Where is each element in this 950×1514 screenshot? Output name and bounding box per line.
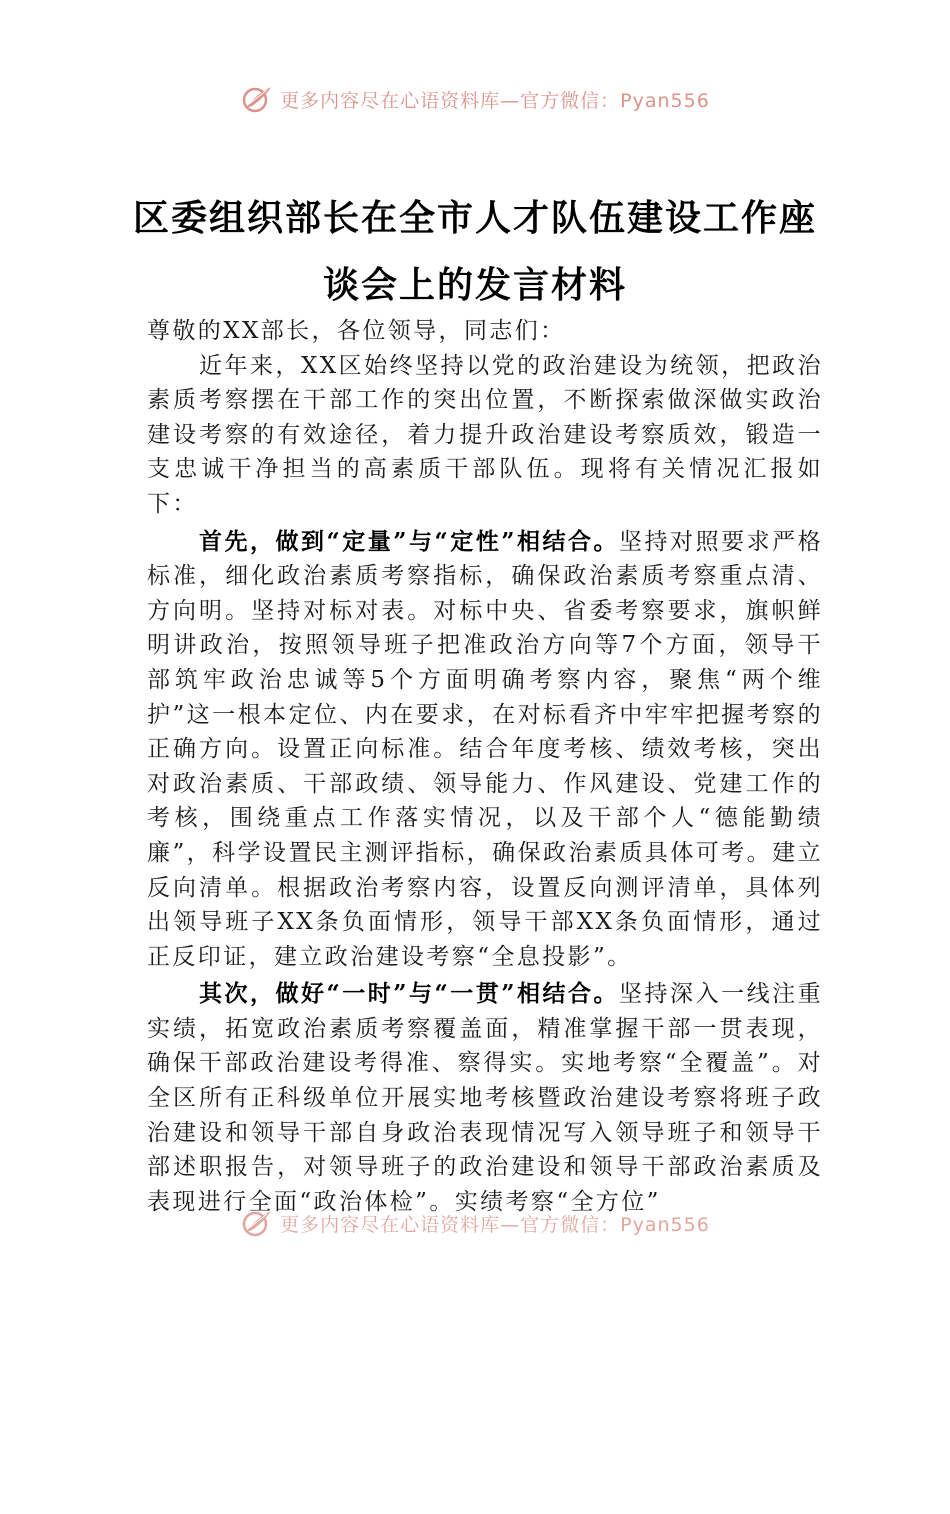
section1-lead: 首先，做到“定量”与“定性”相结合。 xyxy=(199,527,620,555)
watermark-header xyxy=(0,84,950,114)
feather-logo-icon xyxy=(240,84,274,114)
watermark-text: 更多内容尽在心语资料库—官方微信：Pyan556 xyxy=(280,89,710,112)
salutation: 尊敬的XX部长，各位领导，同志们： xyxy=(147,318,566,344)
document-title-line2: 谈会上的发言材料 xyxy=(322,264,627,306)
feather-logo-icon xyxy=(240,1208,274,1238)
watermark-footer xyxy=(0,1208,950,1238)
document-body xyxy=(147,314,823,1514)
document-title-line1: 区委组织部长在全市人才队伍建设工作座 xyxy=(132,197,817,239)
section2-lead: 其次，做好“一时”与“一贯”相结合。 xyxy=(199,980,620,1008)
intro-paragraph: 近年来，XX区始终坚持以党的政治建设为统领，把政治素质考察摆在干部工作的突出位置，不断探索做深做实政治建设考察的有效途径，着力提升政治建设考察质效，锻造一支忠诚干净担当的高素质干部队伍。现将有关情况汇报如下： xyxy=(147,352,823,517)
section2-paragraph xyxy=(147,977,823,1219)
body-clip xyxy=(147,314,823,1514)
section1-paragraph xyxy=(147,525,823,975)
section1-body: 坚持对照要求严格标准，细化政治素质考察指标，确保政治素质考察重点清、方向明。坚持对标对表。对标中央、省委考察要求，旗帜鲜明讲政治，按照领导班子把准政治方向等7个方面，领导干部筑牢政治忠诚等5个方面明确考察内容，聚焦“两个维护”这一根本定位、内在要求，在对标看齐中牢牢把握考察的正确方向。设置正向标准。结合年度考核、绩效考核，突出对政治素质、干部政绩、领导能力、作风建设、党建工作的考核，围绕重点工作落实情况，以及干部个人“德能勤绩廉”，科学设置民主测评指标，确保政治素质具体可考。建立反向清单。根据政治考察内容，设置反向测评清单，具体列出领导班子XX条负面情形，领导干部XX条负面情形，通过正反印证，建立政治建设考察“全息投影”。 xyxy=(147,528,823,970)
watermark-text: 更多内容尽在心语资料库—官方微信：Pyan556 xyxy=(280,1213,710,1236)
section2-body: 坚持深入一线注重实绩，拓宽政治素质考察覆盖面，精准掌握干部一贯表现，确保干部政治建设考得准、察得实。实地考察“全覆盖”。对全区所有正科级单位开展实地考核暨政治建设考察将班子政治建设和领导干部自身政治表现情况写入领导班子和领导干部述职报告，对领导班子的政治建设和领导干部政治素质及表现进行全面“政治体检”。实绩考察“全方位” xyxy=(147,981,823,1215)
